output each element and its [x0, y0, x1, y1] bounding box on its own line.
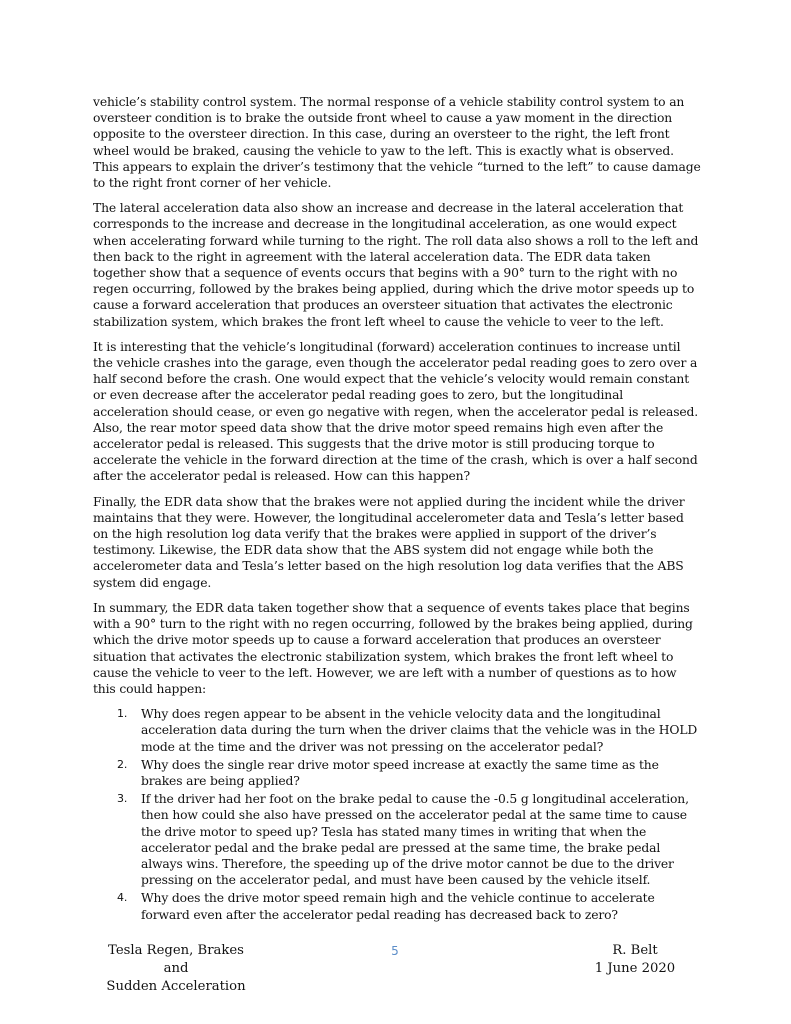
paragraph-edr-brakes: Finally, the EDR data show that the brakes were not applied during the incident while the driver maintains that they were. However, the longitudinal accelerometer data and Tesla’s letter based on the high resolution log data verify that the brakes were applied in support of the driver’s testimony. Likewise, the EDR data show that the ABS system did not engage while both the accelerometer data and Tesla’s letter based on the high resolution log data verifies that the ABS system did engage. — [93, 494, 685, 590]
list-item-number: 2. — [117, 757, 128, 771]
list-item — [93, 791, 701, 888]
footer-date: 1 June 2020 — [594, 961, 676, 976]
list-item-number: 3. — [117, 792, 128, 806]
paragraph-lateral-acceleration: The lateral acceleration data also show an increase and decrease in the lateral acceleration that corresponds to the increase and decrease in the longitudinal acceleration, as one would expect when accelerating forward while turning to the right. The roll data also shows a roll to the left and then back to the right in agreement with the lateral acceleration data. The EDR data taken together show that a sequence of events occurs that begins with a 90° turn to the right with no regen occurring, followed by the brakes being applied, during which the drive motor speeds up to cause a forward acceleration that produces an oversteer situation that activates the electronic stabilization system, which brakes the front left wheel to cause the vehicle to veer to the left. — [93, 201, 699, 329]
list-item-number: 4. — [117, 891, 128, 905]
paragraph-summary: In summary, the EDR data taken together show that a sequence of events takes place that begins with a 90° turn to the right with no regen occurring, followed by the brakes being applied, during which the drive motor speeds up to cause a forward acceleration that produces an oversteer situation that activates the electronic stabilization system, which brakes the front left wheel to cause the vehicle to veer to the left. However, we are left with a number of questions as to how this could happen: — [93, 600, 693, 696]
document-body — [93, 94, 701, 925]
footer-title-line1: Tesla Regen, Brakes and — [108, 943, 244, 976]
footer-author: R. Belt — [612, 943, 658, 958]
page-number: 5 — [391, 944, 399, 958]
list-item — [93, 706, 701, 755]
footer-document-title — [96, 942, 256, 996]
list-item-text: Why does regen appear to be absent in the vehicle velocity data and the longitudinal acceleration data during the turn when the driver claims that the vehicle was in the HOLD mode at the time and the driver was not pressing on the accelerator pedal? — [141, 707, 698, 754]
paragraph-stability-control: vehicle’s stability control system. The normal response of a vehicle stability control system to an oversteer condition is to brake the outside front wheel to cause a yaw moment in the direction opposite to the oversteer direction. In this case, during an oversteer to the right, the left front wheel would be braked, causing the vehicle to yaw to the left. This is exactly what is observed. This appears to explain the driver’s testimony that the vehicle “turned to the left” to cause damage to the right front corner of her vehicle. — [93, 95, 701, 191]
list-item-number: 1. — [117, 707, 128, 721]
question-list — [93, 706, 701, 923]
list-item-text: Why does the drive motor speed remain high and the vehicle continue to accelerate forward even after the accelerator pedal reading has decreased back to zero? — [141, 891, 655, 922]
list-item-text: Why does the single rear drive motor speed increase at exactly the same time as the brakes are being applied? — [141, 757, 659, 788]
footer-title-line2: Sudden Acceleration — [106, 979, 246, 994]
list-item — [93, 890, 701, 922]
paragraph-longitudinal-acceleration: It is interesting that the vehicle’s longitudinal (forward) acceleration continues to increase until the vehicle crashes into the garage, even though the accelerator pedal reading goes to zero over a half second before the crash. One would expect that the vehicle’s velocity would remain constant or even decrease after the accelerator pedal reading goes to zero, but the longitudinal acceleration should cease, or even go negative with regen, when the accelerator pedal is released. Also, the rear motor speed data show that the drive motor speed remains high even after the accelerator pedal is released. This suggests that the drive motor is still producing torque to accelerate the vehicle in the forward direction at the time of the crash, which is over a half second after the accelerator pedal is released. How can this happen? — [93, 339, 699, 484]
footer-author-date — [575, 942, 695, 978]
list-item — [93, 757, 701, 789]
list-item-text: If the driver had her foot on the brake pedal to cause the -0.5 g longitudinal acceleration, then how could she also have pressed on the accelerator pedal at the same time to cause the drive motor to speed up? Tesla has stated many times in writing that when the accelerator pedal and the brake pedal are pressed at the same time, the brake pedal always wins. Therefore, the speeding up of the drive motor cannot be due to the driver pressing on the accelerator pedal, and must have been caused by the vehicle itself. — [141, 792, 689, 888]
